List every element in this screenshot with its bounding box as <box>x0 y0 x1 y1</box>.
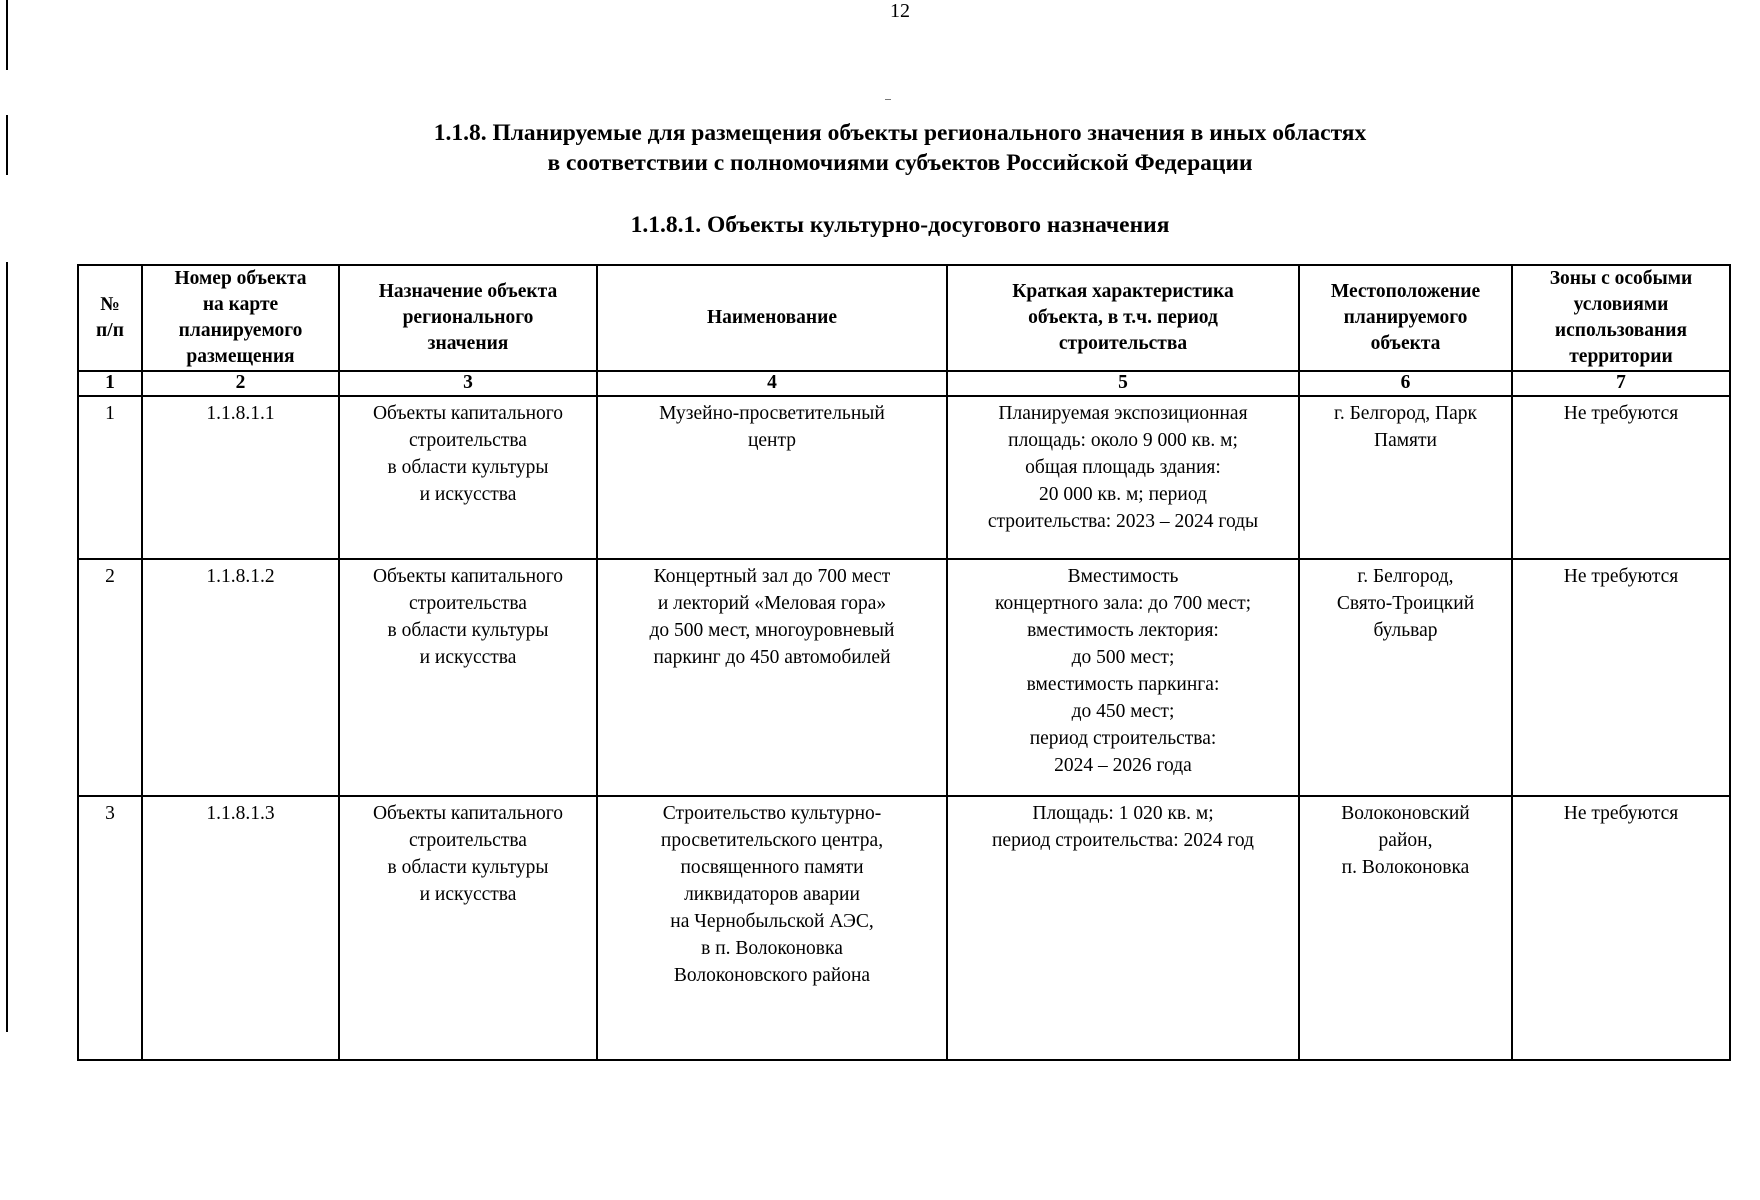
column-number-cell: 1 <box>78 371 142 396</box>
column-number-cell: 4 <box>597 371 947 396</box>
header-cell: Местоположение планируемого объекта <box>1299 265 1512 371</box>
column-number-cell: 7 <box>1512 371 1730 396</box>
header-cell: Зоны с особыми условиями использования территории <box>1512 265 1730 371</box>
location-cell: г. Белгород, Парк Памяти <box>1299 396 1512 559</box>
map-number-cell: 1.1.8.1.2 <box>142 559 339 796</box>
column-number-cell: 3 <box>339 371 597 396</box>
table-row <box>78 396 1730 559</box>
purpose-cell: Объекты капитального строительства в области культуры и искусства <box>339 559 597 796</box>
characteristics-cell: Планируемая экспозиционная площадь: около 9 000 кв. м; общая площадь здания: 20 000 кв. м; период строительства: 2023 – 2024 годы <box>947 396 1299 559</box>
name-cell: Строительство культурно- просветительского центра, посвященного памяти ликвидаторов аварии на Чернобыльской АЭС, в п. Волоконовка Волоконовского района <box>597 796 947 1060</box>
subsection-title: 1.1.8.1. Объекты культурно-досугового назначения <box>630 212 1170 238</box>
location-cell: Волоконовский район, п. Волоконовка <box>1299 796 1512 1060</box>
map-number-cell: 1.1.8.1.3 <box>142 796 339 1060</box>
header-cell: Номер объекта на карте планируемого размещения <box>142 265 339 371</box>
objects-table <box>77 264 1731 1061</box>
column-number-row <box>78 371 1730 396</box>
header-cell: Наименование <box>597 265 947 371</box>
name-cell: Музейно-просветительный центр <box>597 396 947 559</box>
purpose-cell: Объекты капитального строительства в области культуры и искусства <box>339 796 597 1060</box>
page-number: 12 <box>890 0 910 22</box>
header-cell: Краткая характеристика объекта, в т.ч. период строительства <box>947 265 1299 371</box>
scan-edge-mark <box>6 0 8 70</box>
purpose-cell: Объекты капитального строительства в области культуры и искусства <box>339 396 597 559</box>
column-number-cell: 5 <box>947 371 1299 396</box>
row-number-cell: 3 <box>78 796 142 1060</box>
table-row <box>78 559 1730 796</box>
header-cell: Назначение объекта регионального значения <box>339 265 597 371</box>
section-title: 1.1.8. Планируемые для размещения объекты регионального значения в иных областях в соответствии с полномочиями субъектов Российской Федерации <box>433 120 1367 176</box>
table-row <box>78 796 1730 1060</box>
zones-cell: Не требуются <box>1512 796 1730 1060</box>
location-cell: г. Белгород, Свято-Троицкий бульвар <box>1299 559 1512 796</box>
characteristics-cell: Вместимость концертного зала: до 700 мест; вместимость лектория: до 500 мест; вместимость паркинга: до 450 мест; период строительства: 2024 – 2026 года <box>947 559 1299 796</box>
column-number-cell: 2 <box>142 371 339 396</box>
header-cell: № п/п <box>78 265 142 371</box>
row-number-cell: 2 <box>78 559 142 796</box>
scan-edge-mark <box>6 262 8 1032</box>
characteristics-cell: Площадь: 1 020 кв. м; период строительства: 2024 год <box>947 796 1299 1060</box>
name-cell: Концертный зал до 700 мест и лекторий «Меловая гора» до 500 мест, многоуровневый паркинг до 450 автомобилей <box>597 559 947 796</box>
scan-dot <box>885 99 891 100</box>
row-number-cell: 1 <box>78 396 142 559</box>
column-number-cell: 6 <box>1299 371 1512 396</box>
table-header-row <box>78 265 1730 371</box>
zones-cell: Не требуются <box>1512 559 1730 796</box>
map-number-cell: 1.1.8.1.1 <box>142 396 339 559</box>
zones-cell: Не требуются <box>1512 396 1730 559</box>
